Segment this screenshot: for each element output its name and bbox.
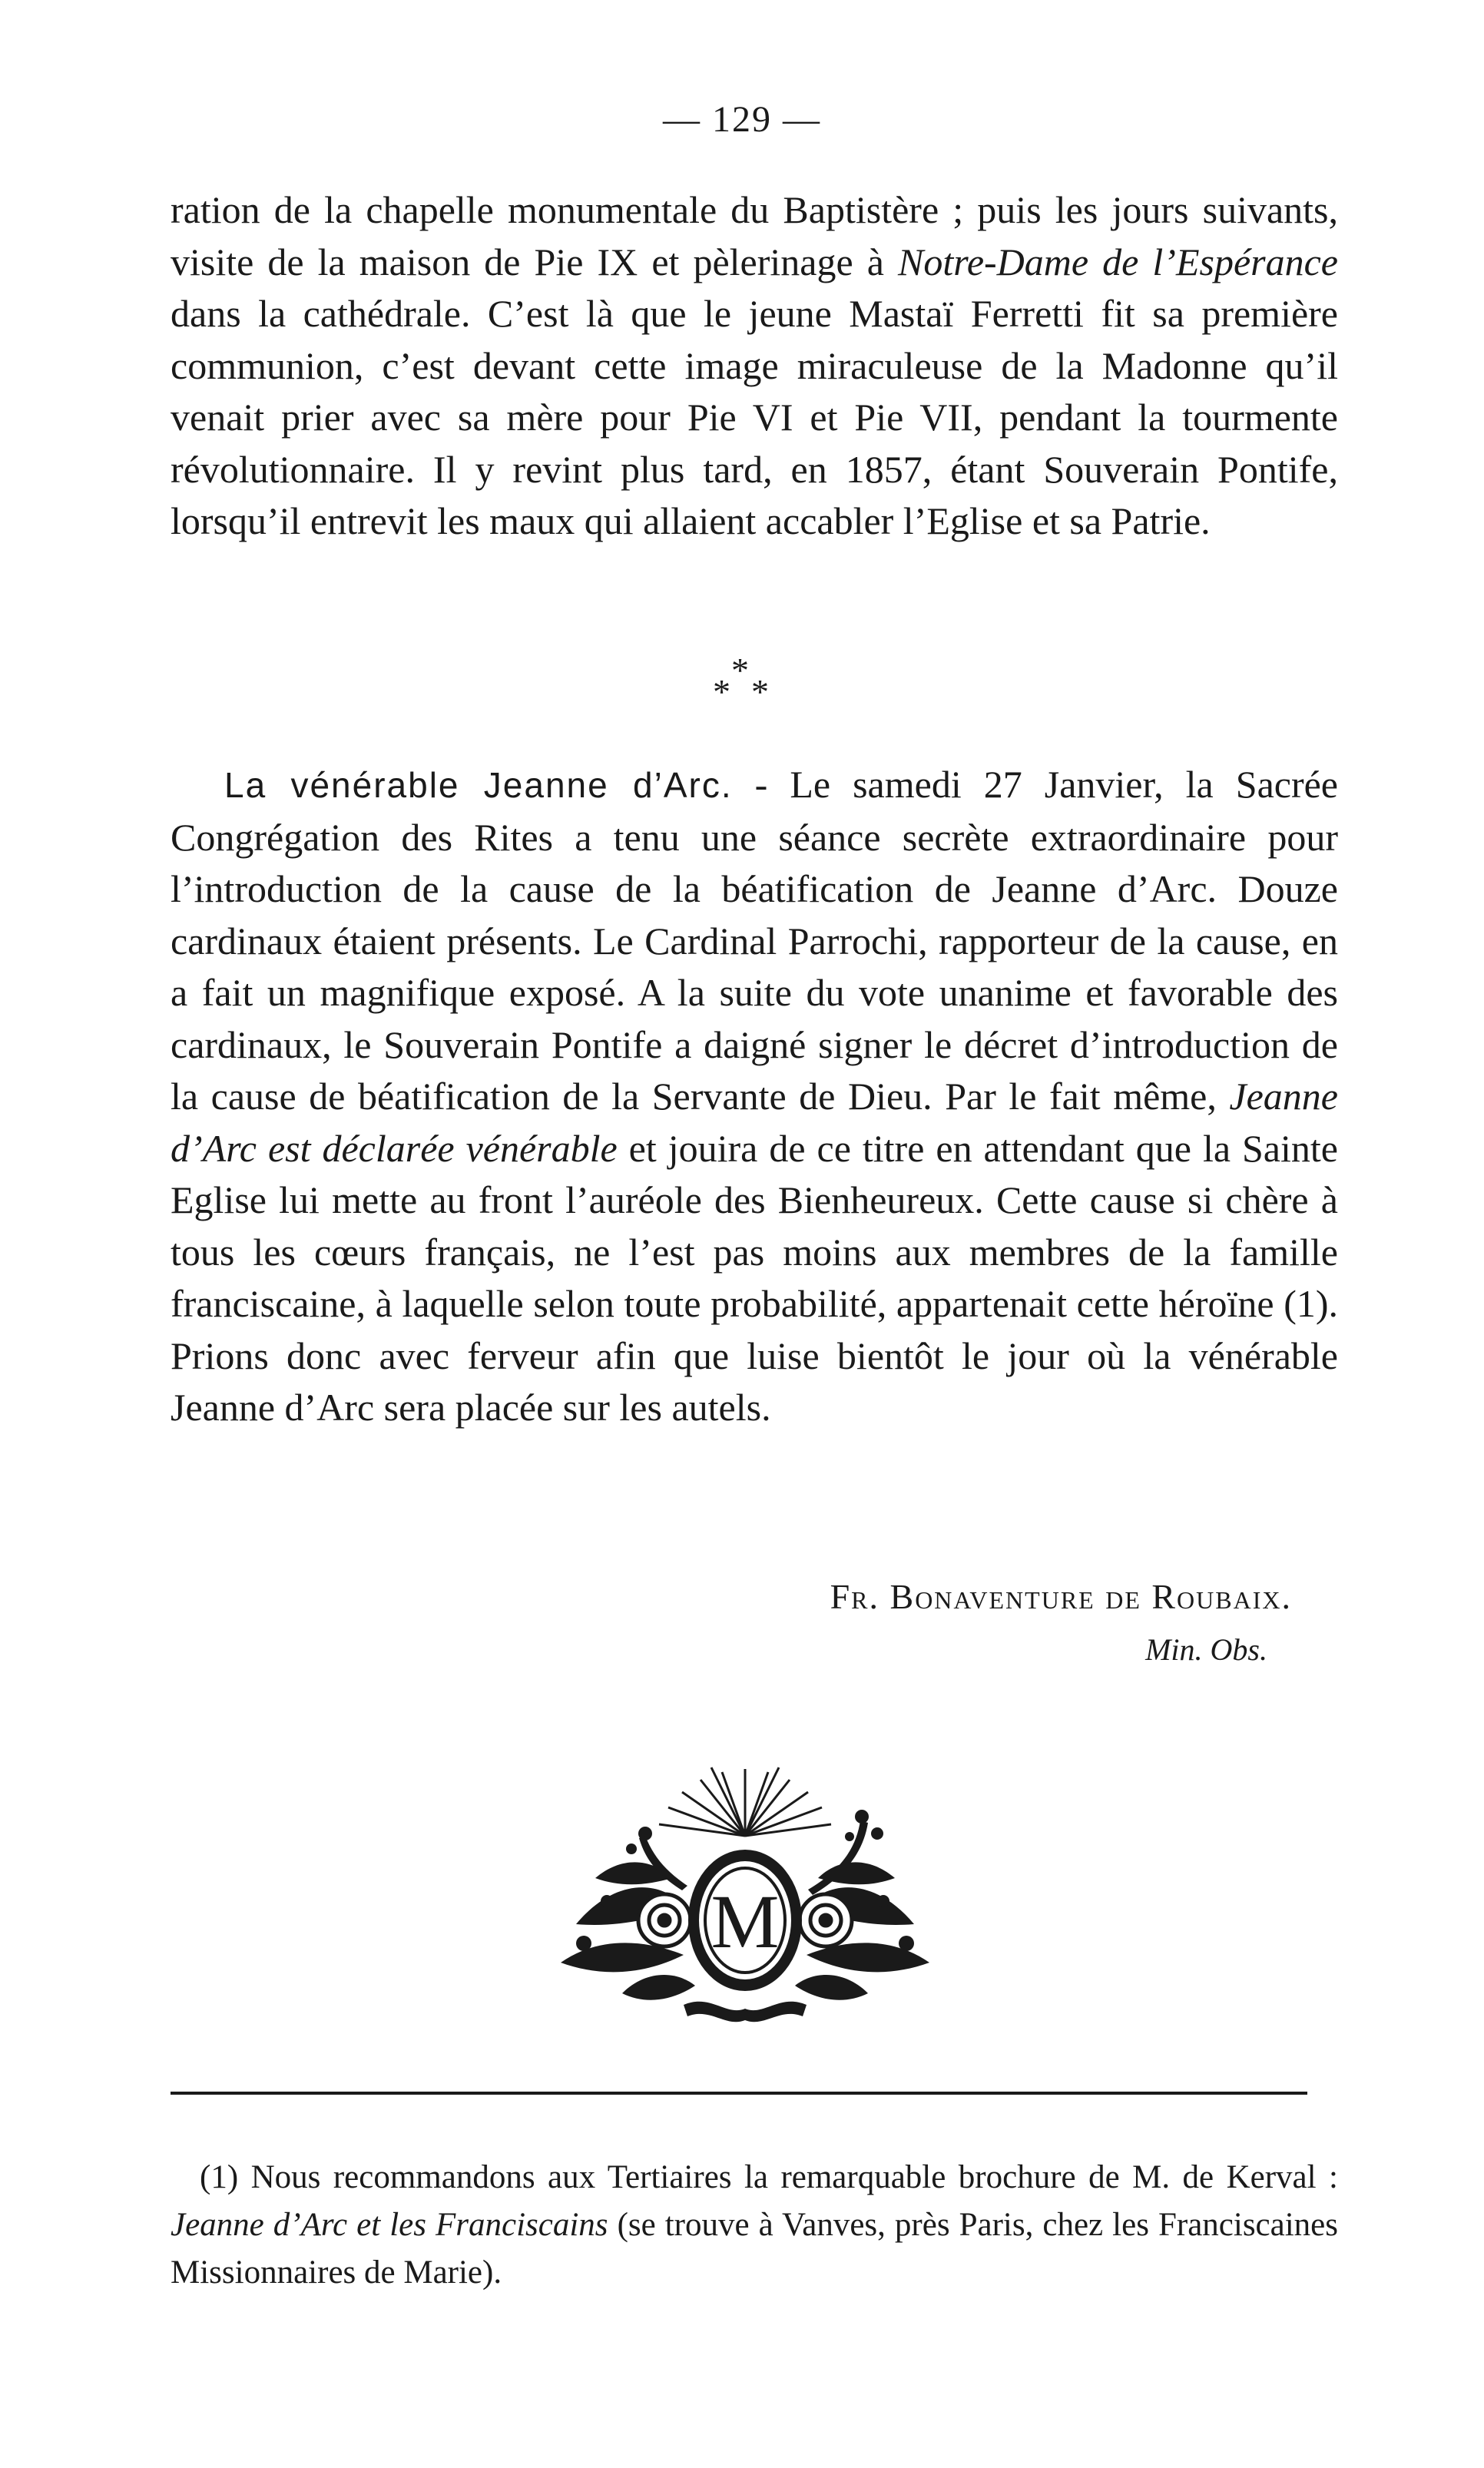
italic-title: Notre-Dame de l’Espérance <box>898 240 1338 283</box>
footnote-text: (se trouve à Vanves, près Paris, chez les Franciscaines Missionnaires de Marie). <box>171 2207 1338 2291</box>
ribbon-icon <box>684 2002 807 2022</box>
asterism-separator <box>0 653 1484 722</box>
paragraph-text: Le samedi 27 Janvier, la Sacrée Congrégation des Rites a tenu une séance secrète extraordinaire pour l’introduction de la cause de la béatification de Jeanne d’Arc. Douze cardinaux étaient présents. Le Cardinal Parrochi, rapporteur de la cause, en a fait un magnifique exposé. A la suite du vote unanime et favorable des cardinaux, le Souverain Pontife a daigné signer le décret d’introduction de la cause de béatification de la Servante de Dieu. Par le fait même, <box>171 763 1338 1118</box>
section-heading: La vénérable Jeanne d’Arc. <box>224 765 733 805</box>
heading-dash: - <box>732 763 790 806</box>
rose-left-icon <box>638 1894 691 1946</box>
monogram-letter: M <box>711 1879 780 1964</box>
asterism-star-left: * <box>713 672 730 711</box>
author-order: Min. Obs. <box>1145 1632 1267 1667</box>
footnote-text: (1) Nous recommandons aux Tertiaires la remarquable brochure de M. de Kerval : <box>200 2159 1338 2195</box>
italic-phrase: Jeanne d’Arc est déclarée vénérable <box>171 1075 1338 1170</box>
footnote-book-title: Jeanne d’Arc et les Franciscains <box>171 2207 608 2243</box>
sunburst-icon <box>659 1767 831 1836</box>
paragraph-text: ration de la chapelle monumentale du Baptistère ; puis les jours suivants, visite de la maison de Pie IX et pèlerinage à <box>171 188 1338 283</box>
asterism-star-top: * <box>731 651 749 690</box>
paragraph-notre-dame <box>171 184 1338 548</box>
floral-vignette <box>530 1763 960 2047</box>
paragraph-text: et jouira de ce titre en attendant que la Sainte Eglise lui mette au front l’auréole des Bienheureux. Cette cause si chère à tous les cœurs français, ne l’est pas moins aux membres de la famille franciscaine, à laquelle selon toute probabilité, appartenait cette héroïne (1). Prions donc avec ferveur afin que luise bientôt le jour où la vénérable Jeanne d’Arc sera placée sur les autels. <box>171 1126 1338 1429</box>
author-name: Fr. Bonaventure de Roubaix. <box>830 1577 1292 1616</box>
paragraph-jeanne-darc <box>171 759 1338 1434</box>
page-number: — 129 — <box>663 99 821 140</box>
footnote <box>171 2154 1338 2297</box>
footnote-divider <box>171 2092 1307 2095</box>
author-signature <box>830 1576 1292 1617</box>
monogram-medallion-icon <box>688 1850 802 1991</box>
rose-right-icon <box>800 1894 852 1946</box>
paragraph-text: dans la cathédrale. C’est là que le jeune Mastaï Ferretti fit sa première communion, c’est devant cette image miraculeuse de la Madonne qu’il venait prier avec sa mère pour Pie VI et Pie VII, pendant la tourmente révolutionnaire. Il y revint plus tard, en 1857, étant Souverain Pontife, lorsqu’il entrevit les maux qui allaient accabler l’Eglise et sa Patrie. <box>171 292 1338 542</box>
asterism-star-right: * <box>751 672 769 711</box>
